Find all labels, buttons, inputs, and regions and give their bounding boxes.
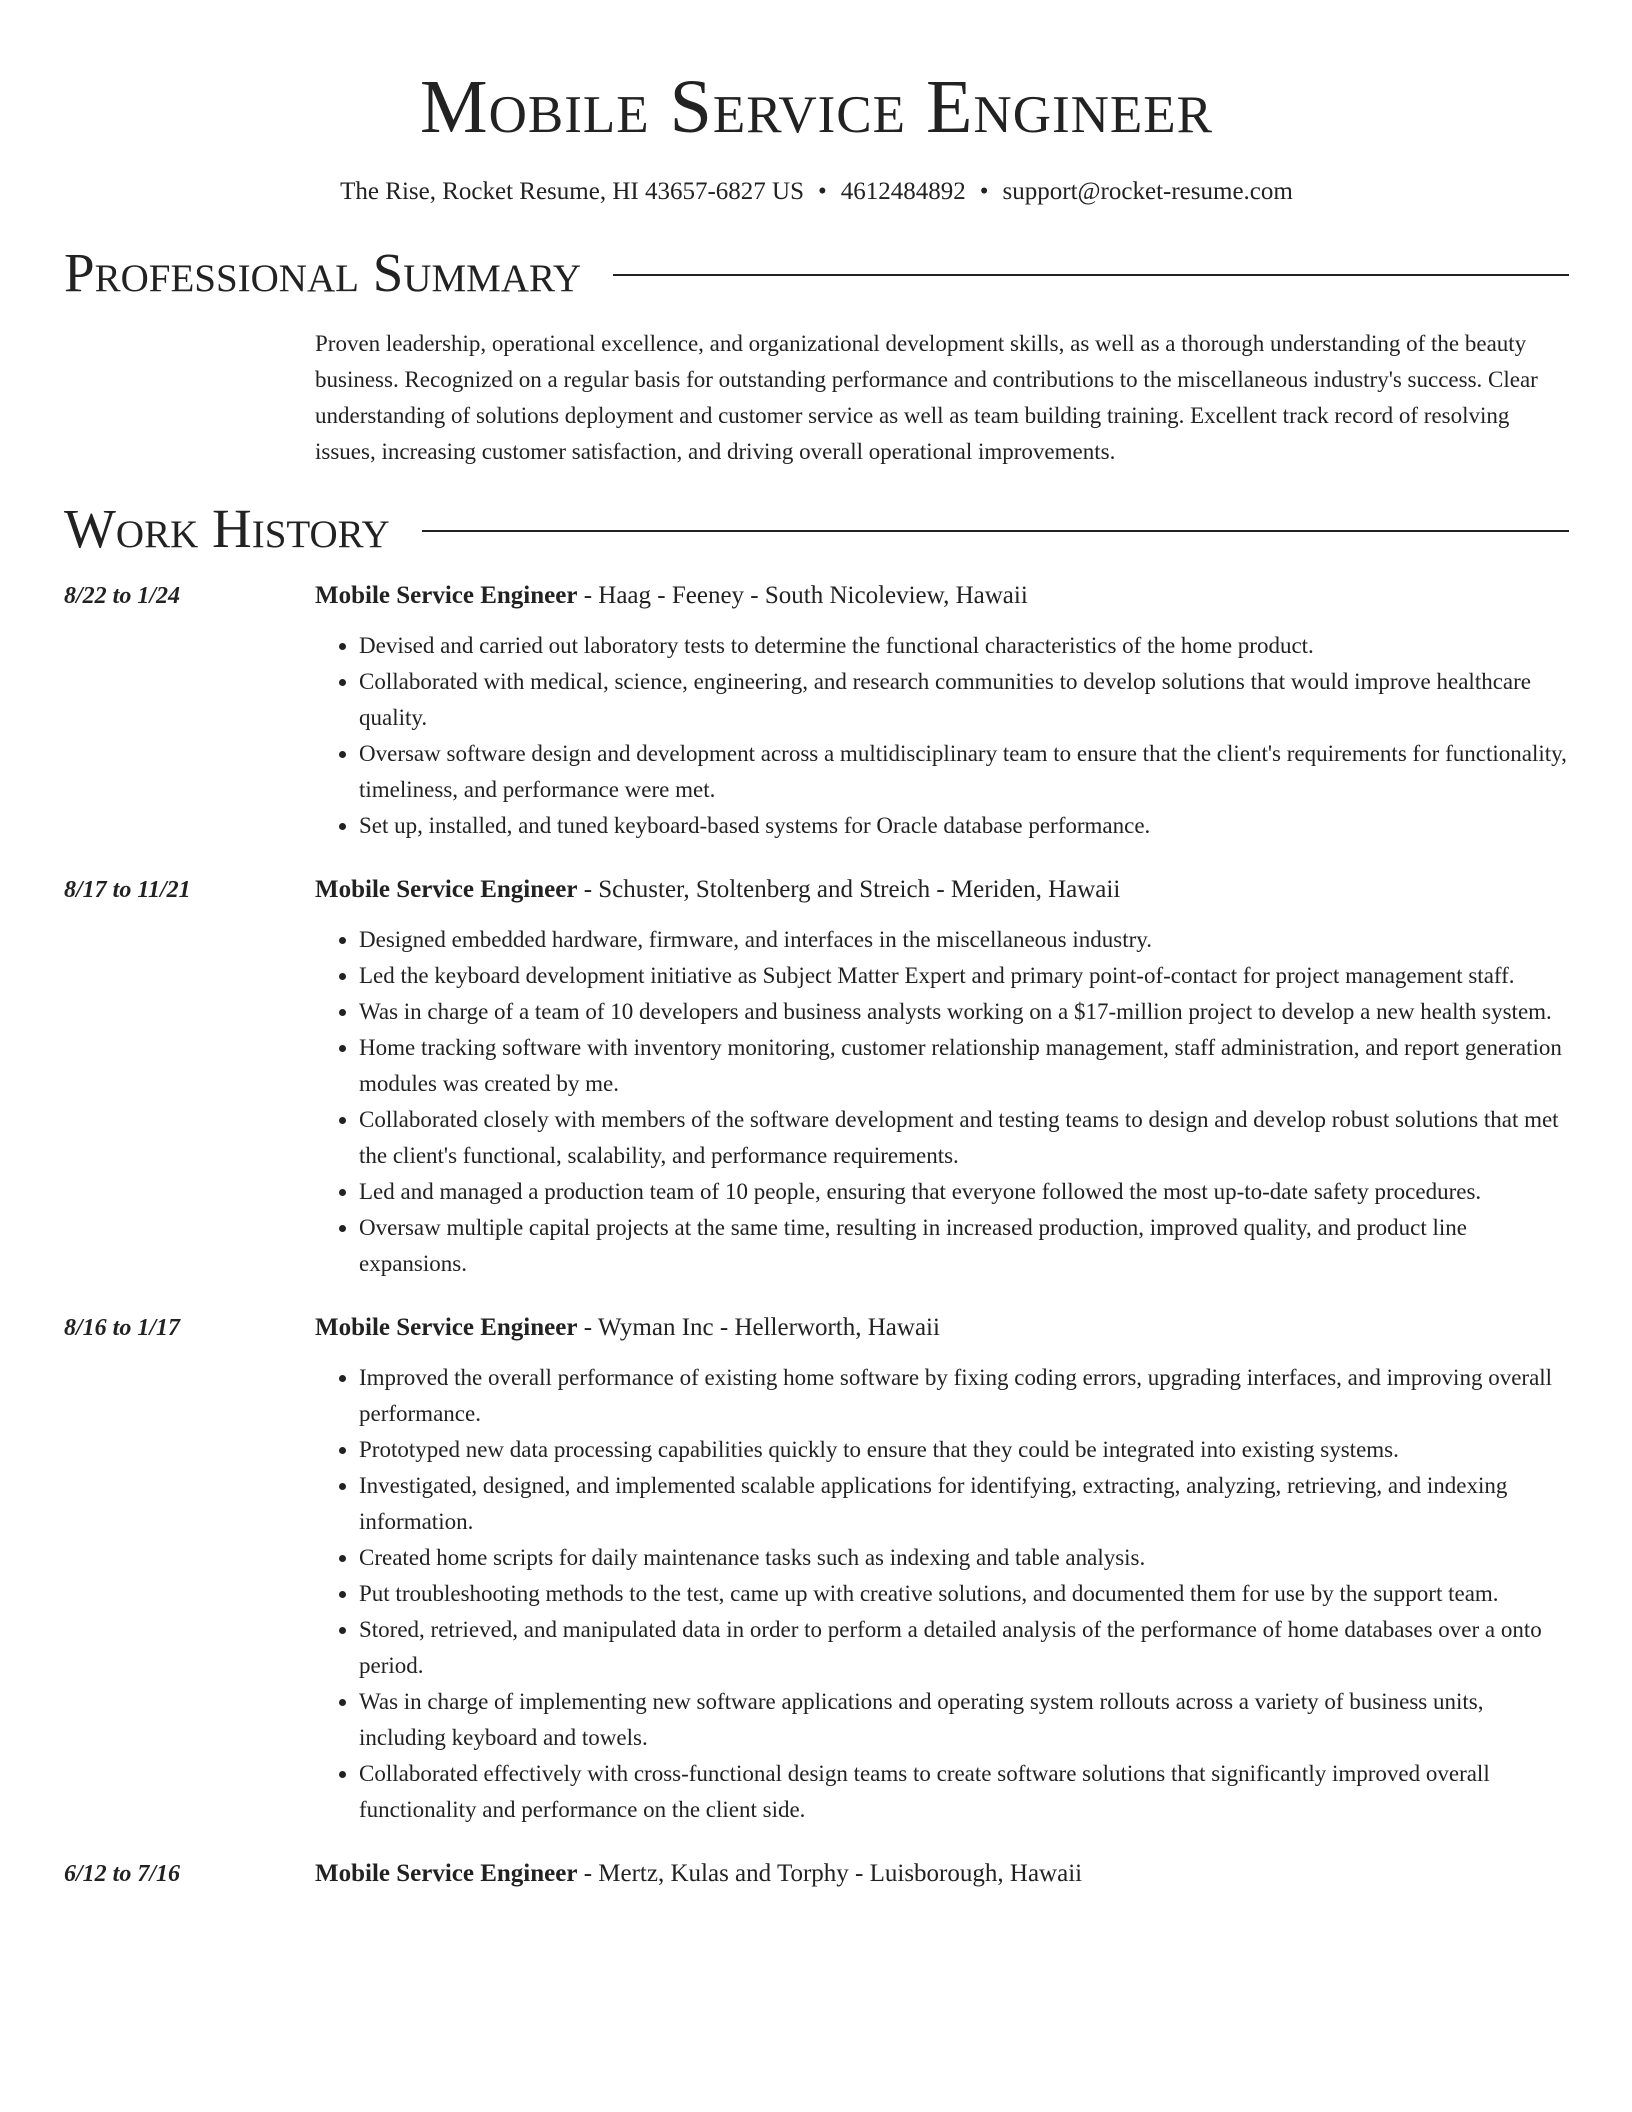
job-bullet: • Improved the overall performance of existing home software by fixing coding errors, upgrading interfaces, and improving overall performance. [359,1360,1569,1432]
job-body [315,1856,1569,1892]
job-list [64,578,1569,1892]
job-bullet: • Home tracking software with inventory monitoring, customer relationship management, staff administration, and report generation modules was created by me. [359,1030,1569,1102]
work-section-title: Work History [64,498,390,559]
job-bullet: • Led the keyboard development initiative as Subject Matter Expert and primary point-of-contact for project management staff. [359,958,1569,994]
job-title: Mobile Service Engineer [315,1314,578,1341]
resume-page [64,0,1569,1892]
summary-text: Proven leadership, operational excellence, and organizational development skills, as well as a thorough understanding of the beauty business. Recognized on a regular basis for outstanding performance and contributions to the miscellaneous industry's success. Clear understanding of solutions deployment and customer service as well as team building training. Excellent track record of resolving issues, increasing customer satisfaction, and driving overall operational improvements. [315,331,1538,464]
job-bullet: • Led and managed a production team of 10 people, ensuring that everyone followed the most up-to-date safety procedures. [359,1174,1569,1210]
job-bullet: • Investigated, designed, and implemented scalable applications for identifying, extracting, analyzing, retrieving, and indexing information. [359,1468,1569,1540]
job-employer: - Wyman Inc - Hellerworth, Hawaii [577,1314,940,1341]
job-bullet: • Put troubleshooting methods to the test, came up with creative solutions, and documented them for use by the support team. [359,1576,1569,1612]
job-title: Mobile Service Engineer [315,1860,578,1887]
job-bullet: • Was in charge of a team of 10 developers and business analysts working on a $17-million project to develop a new health system. [359,994,1569,1030]
job-title: Mobile Service Engineer [315,582,578,609]
job-entry [64,872,1569,1282]
job-body [315,872,1569,1282]
job-bullet: • Collaborated with medical, science, engineering, and research communities to develop solutions that would improve healthcare quality. [359,664,1569,736]
job-bullet: • Collaborated closely with members of the software development and testing teams to design and develop robust solutions that met the client's functional, scalability, and performance requirements. [359,1102,1569,1174]
contact-phone: 4612484892 [840,178,966,205]
job-entry [64,1310,1569,1828]
job-bullet: • Collaborated effectively with cross-functional design teams to create software solutions that significantly improved overall functionality and performance on the client side. [359,1756,1569,1828]
job-bullet: • Set up, installed, and tuned keyboard-based systems for Oracle database performance. [359,808,1569,844]
job-employer: - Mertz, Kulas and Torphy - Luisborough, Hawaii [577,1860,1083,1887]
job-bullet: • Stored, retrieved, and manipulated data in order to perform a detailed analysis of the performance of home databases over a onto period. [359,1612,1569,1684]
section-divider [422,530,1569,532]
contact-email: support@rocket-resume.com [1002,178,1293,205]
contact-address: The Rise, Rocket Resume, HI 43657-6827 US [340,178,804,205]
contact-line [64,176,1569,208]
job-heading [315,872,1569,908]
summary-section-header [64,240,1569,306]
job-bullet: • Prototyped new data processing capabilities quickly to ensure that they could be integrated into existing systems. [359,1432,1569,1468]
contact-separator: • [818,178,827,205]
job-bullet: • Created home scripts for daily maintenance tasks such as indexing and table analysis. [359,1540,1569,1576]
job-date: 8/22 to 1/24 [64,583,181,609]
job-bullets [315,922,1569,1282]
job-bullets [315,628,1569,844]
job-bullet: • Was in charge of implementing new software applications and operating system rollouts across a variety of business units, including keyboard and towels. [359,1684,1569,1756]
job-date: 8/16 to 1/17 [64,1315,181,1341]
job-date: 6/12 to 7/16 [64,1861,181,1887]
job-employer: - Haag - Feeney - South Nicoleview, Hawaii [577,582,1028,609]
section-divider [613,274,1569,276]
job-bullets [315,1360,1569,1828]
job-bullet: • Oversaw multiple capital projects at the same time, resulting in increased production, improved quality, and product line expansions. [359,1210,1569,1282]
summary-section-title: Professional Summary [64,242,582,303]
job-bullet: • Designed embedded hardware, firmware, and interfaces in the miscellaneous industry. [359,922,1569,958]
contact-separator: • [979,178,989,205]
job-heading [315,1856,1569,1892]
job-employer: - Schuster, Stoltenberg and Streich - Meriden, Hawaii [577,876,1121,903]
job-body [315,578,1569,844]
job-date: 8/17 to 11/21 [64,877,191,903]
job-title: Mobile Service Engineer [315,876,578,903]
job-heading [315,1310,1569,1346]
job-entry [64,1856,1569,1892]
job-bullet: • Oversaw software design and development across a multidisciplinary team to ensure that the client's requirements for functionality, timeliness, and performance were met. [359,736,1569,808]
job-bullet: • Devised and carried out laboratory tests to determine the functional characteristics of the home product. [359,628,1569,664]
job-body [315,1310,1569,1828]
job-entry [64,578,1569,844]
work-section-header [64,496,1569,562]
candidate-name: Mobile Service Engineer [420,65,1213,149]
job-heading [315,578,1569,614]
